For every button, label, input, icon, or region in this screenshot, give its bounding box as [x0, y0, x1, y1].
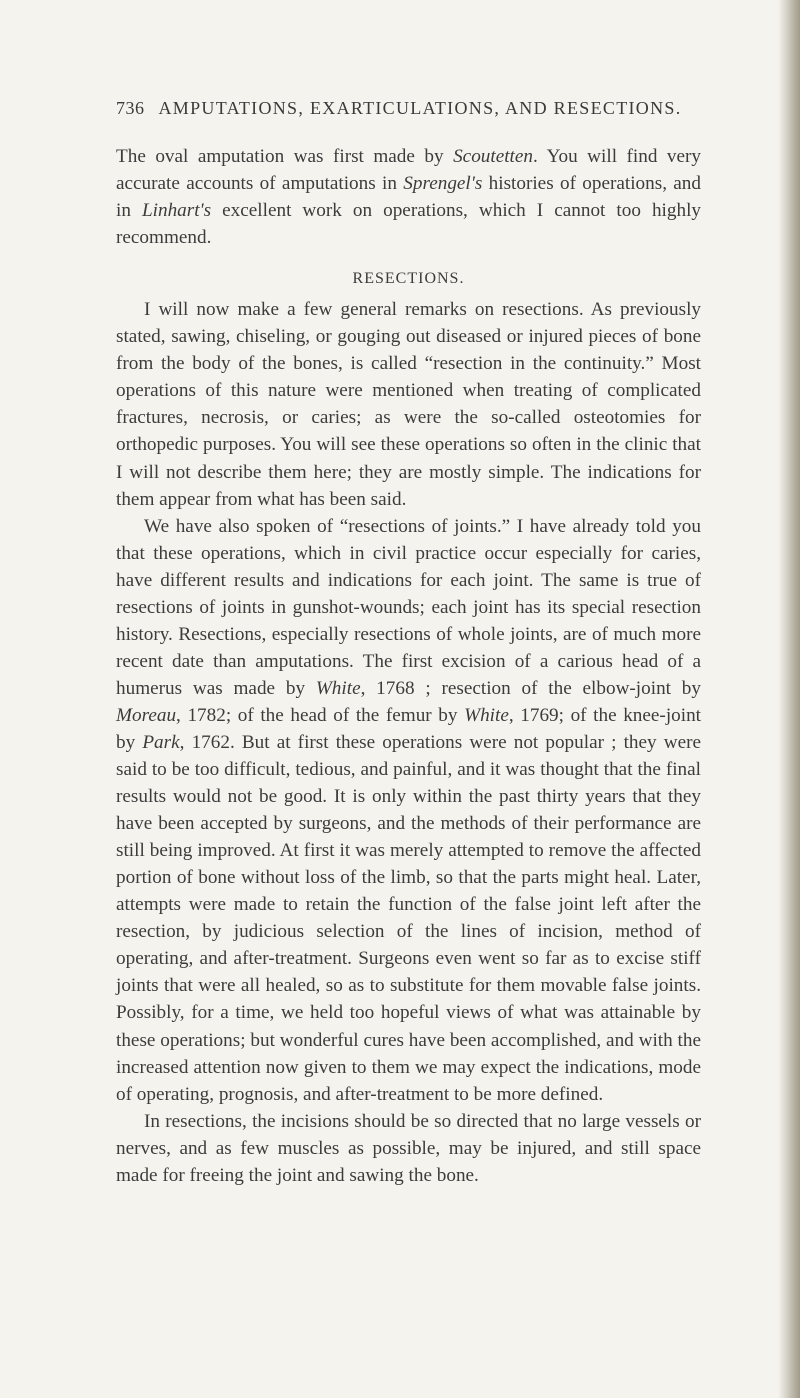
text-run: histories of operations, and in: [116, 173, 701, 222]
page-number: 736: [116, 98, 145, 118]
person-name: Sprengel's: [403, 173, 483, 195]
person-name: Park: [142, 731, 180, 753]
text-run: , 1768 ; resection of the elbow-joint by: [360, 677, 701, 699]
text-run: excellent work on operations, which I cannot too highly recommend.: [116, 200, 701, 249]
intro-paragraph: [116, 143, 701, 251]
person-name: White: [315, 677, 361, 699]
running-title: AMPUTATIONS, EXARTICULATIONS, AND RESECTIONS.: [158, 98, 682, 118]
text-run: . You will find very accurate accounts of amputations in: [116, 146, 701, 195]
text-run: , 1782; of the head of the femur by: [176, 704, 465, 726]
section-heading: RESECTIONS.: [352, 270, 465, 288]
paragraph-general-remarks: I will now make a few general remarks on resections. As previously stated, sawing, chiseling, or gouging out diseased or injured pieces of bone from the body of the bones, is called “resection in the continuity.” Most operations of this nature were mentioned when treating of complicated fractures, necrosis, or caries; as were the so-called osteotomies for orthopedic purposes. You will see these operations so often in the clinic that I will not describe them here; they are mostly simple. The indications for them appear from what has been said.: [116, 299, 701, 510]
text-run: , 1769; of the knee-joint by: [116, 704, 702, 753]
text-run: We have also spoken of “resections of joints.” I have already told you that these operations, which in civil practice occur especially for caries, have different results and indications for each joint. The same is true of resections of joints in gunshot-wounds; each joint has its special resection history. Resections, especially resections of whole joints, are of much more recent date than amputations. The first excision of a carious head of a humerus was made by: [116, 515, 701, 699]
text-run: The oval amputation was first made by: [116, 146, 454, 167]
page-edge-shadow: [778, 0, 800, 1398]
person-name: Moreau: [116, 704, 177, 726]
person-name: Scoutetten: [453, 146, 533, 167]
body-text: [116, 143, 701, 1189]
paragraph-incisions: In resections, the incisions should be so directed that no large vessels or nerves, and as few muscles as possible, may be injured, and still space made for freeing the joint and sawing the bone.: [116, 1110, 701, 1186]
text-run: , 1762. But at first these operations were not popular ; they were said to be too difficult, tedious, and painful, and it was thought that the final results would not be good. It is only within the past thirty years that they have been accepted by surgeons, and the methods of their performance are still being improved. At first it was merely attempted to remove the affected portion of bone without loss of the limb, so that the parts might heal. Later, attempts were made to retain the function of the false joint left after the resection, by judicious selection of the lines of incision, method of operating, and after-treatment. Surgeons even went so far as to excise stiff joints that were all healed, so as to substitute for them movable false joints. Possibly, for a time, we held too hopeful views of what was attainable by these operations; but wonderful cures have been accomplished, and with the increased attention now given to them we may expect the indications, mode of operating, prognosis, and after-treatment to be more defined.: [116, 731, 702, 1105]
person-name: Linhart's: [141, 200, 212, 222]
paragraph-joint-resections: [116, 513, 701, 1108]
person-name: White: [464, 704, 509, 726]
running-header: [116, 98, 696, 119]
